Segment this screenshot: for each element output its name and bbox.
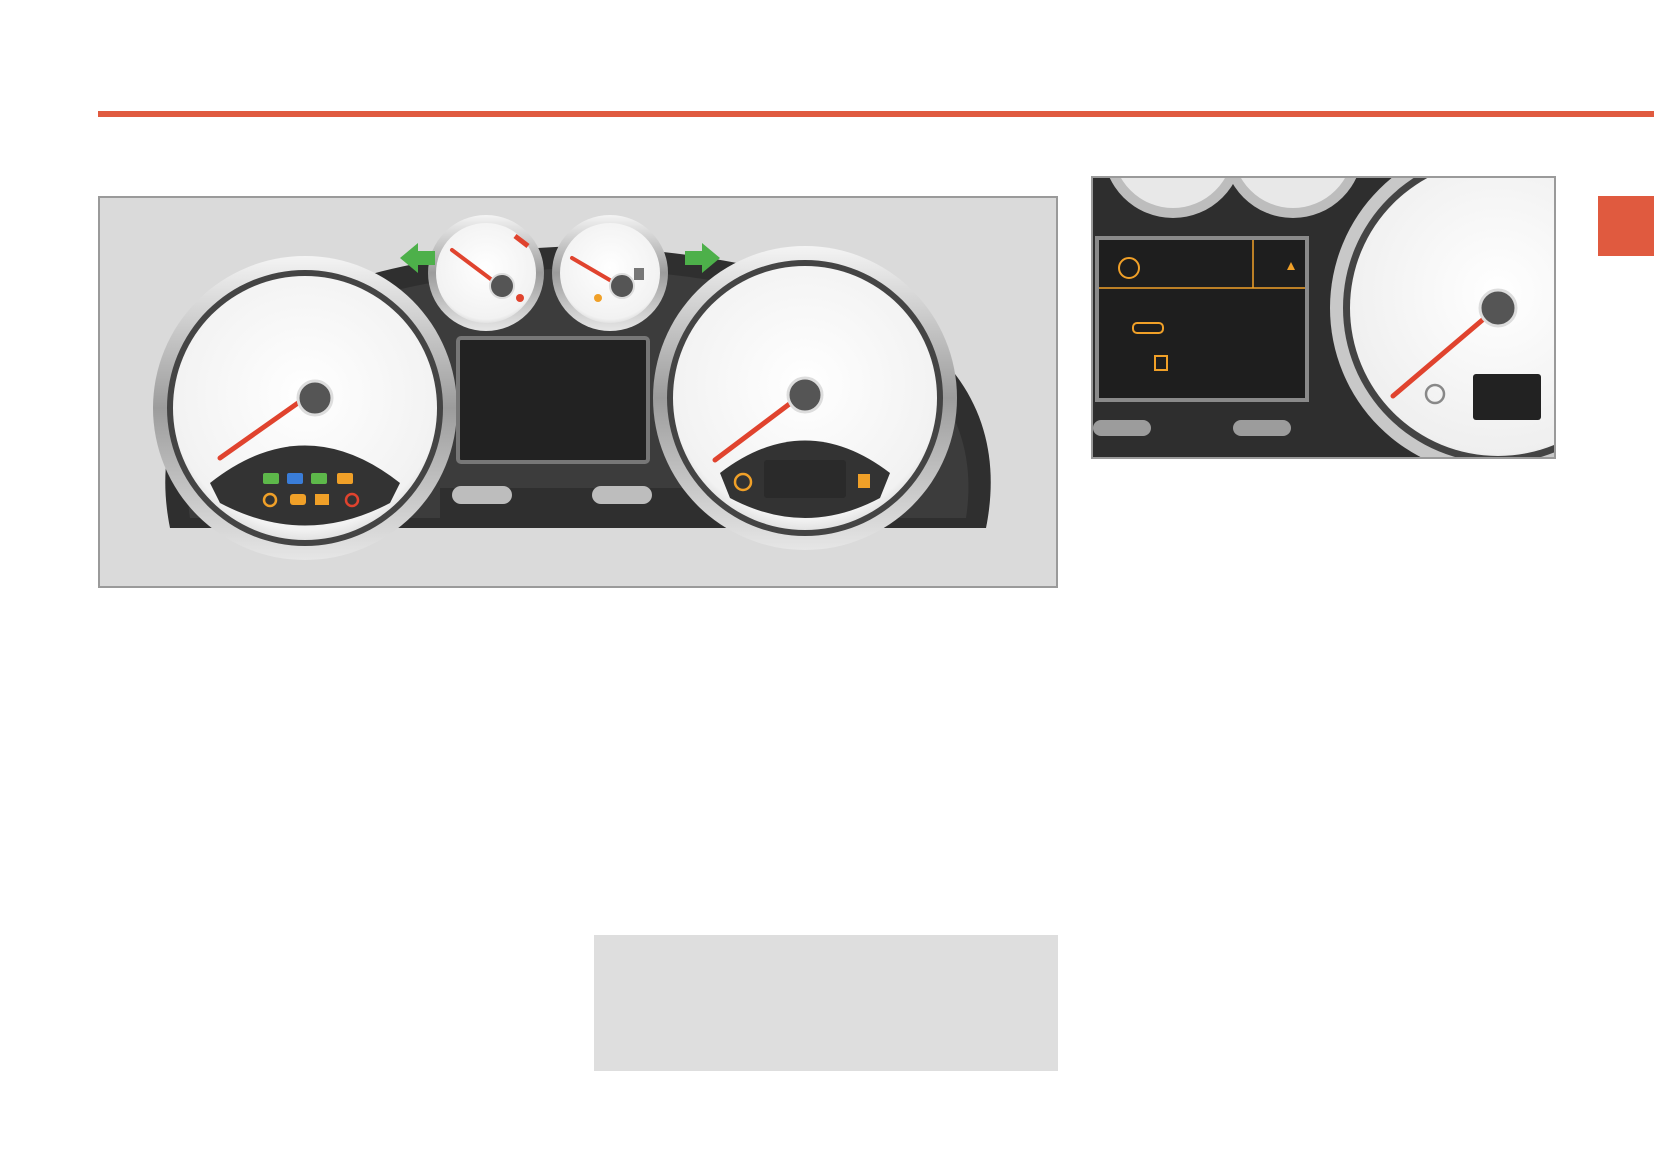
sidelight-icon — [263, 473, 279, 484]
rear-fog-icon — [337, 473, 353, 484]
coolant-warning-icon — [516, 294, 524, 302]
high-beam-icon — [287, 473, 303, 484]
fuel-warning-icon — [594, 294, 602, 302]
display-figure — [1091, 176, 1556, 459]
lighting-button — [452, 486, 512, 504]
central-display — [458, 338, 648, 462]
fog-light-icon — [311, 473, 327, 484]
odometer-display — [1473, 374, 1541, 420]
info-box — [594, 935, 1058, 1071]
tacho-hub — [298, 381, 332, 415]
check-ok-button — [1233, 420, 1291, 436]
fuel-gauge — [552, 215, 668, 331]
instrument-cluster-figure — [98, 196, 1058, 588]
fuel-pump-icon — [634, 268, 644, 280]
check-ok-button — [592, 486, 652, 504]
tachometer-dial — [153, 256, 457, 560]
lighting-button — [1093, 420, 1151, 436]
speedo-hub — [788, 378, 822, 412]
coolant-gauge — [428, 215, 544, 331]
header-rule — [98, 111, 1654, 117]
display-illustration — [1093, 178, 1554, 457]
central-multifunction-display — [1097, 238, 1307, 400]
glow-plug-icon — [315, 494, 329, 505]
chapter-tab — [1598, 196, 1654, 256]
engine-icon — [290, 494, 306, 505]
fuel-flap-icon — [858, 474, 870, 488]
cluster-illustration — [100, 198, 1056, 586]
small-display — [764, 460, 846, 498]
speedometer-dial — [653, 246, 957, 550]
